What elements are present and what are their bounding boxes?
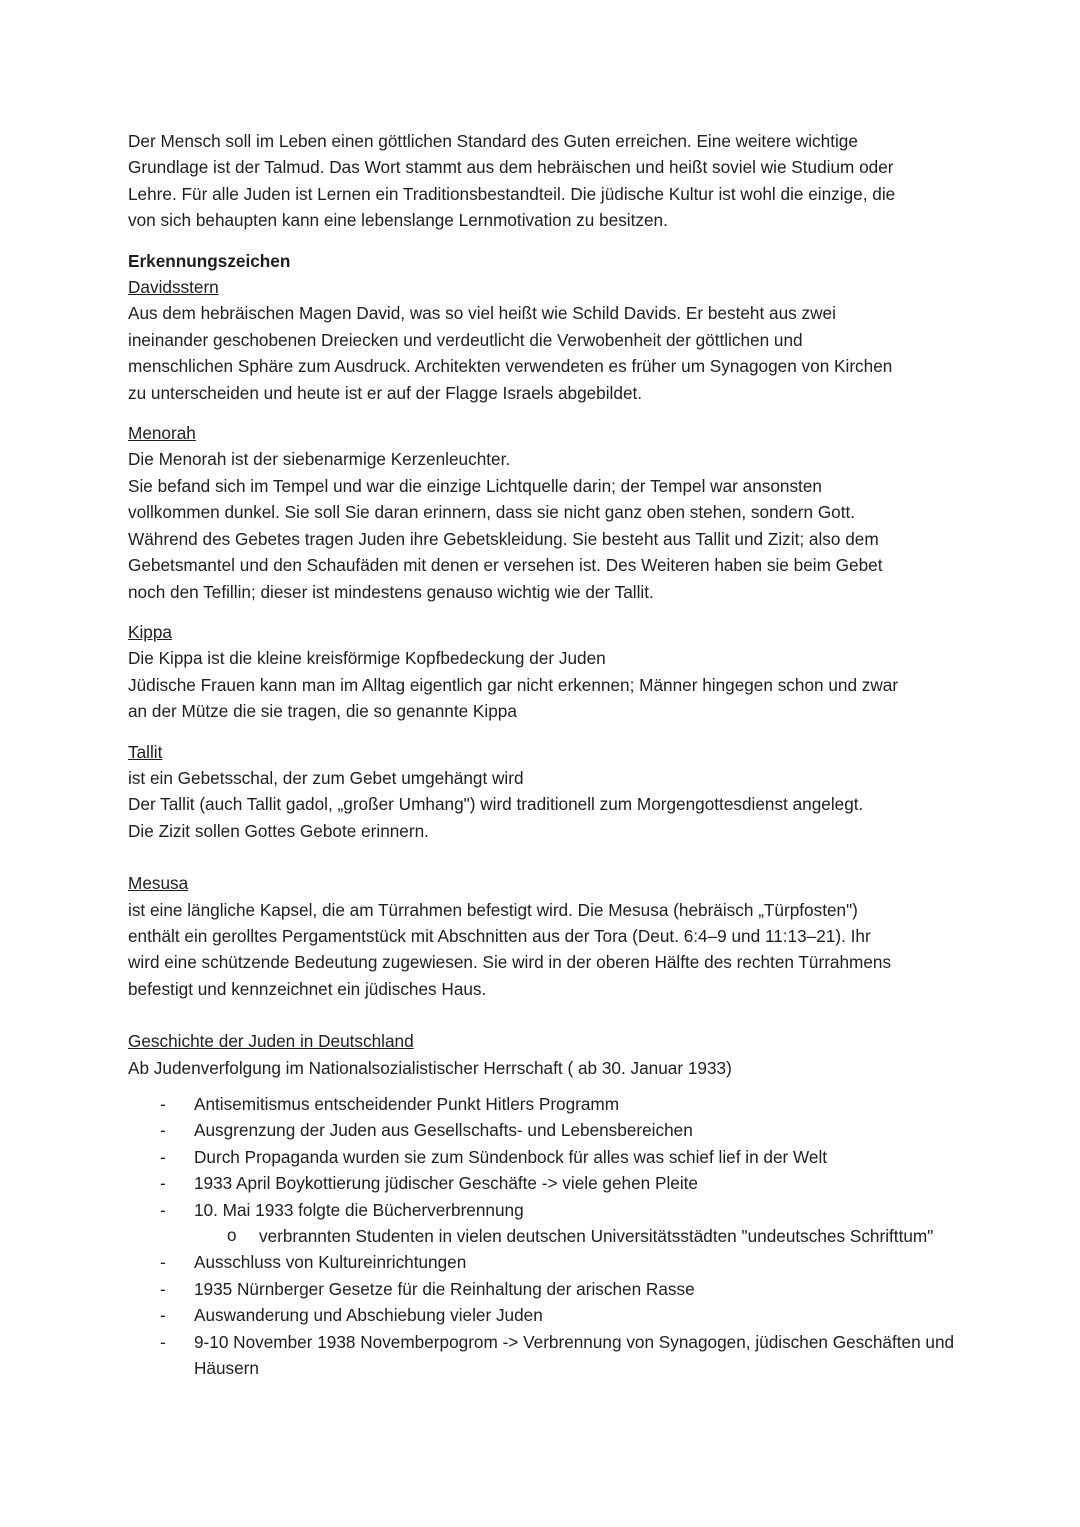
section-davidsstern [128, 274, 958, 406]
text-line: Sie befand sich im Tempel und war die einzige Lichtquelle darin; der Tempel war ansonsten [128, 475, 822, 496]
text-line: Die Kippa ist die kleine kreisförmige Kopfbedeckung der Juden [128, 648, 606, 669]
subheading-kippa: Kippa [128, 621, 172, 642]
intro-paragraph [128, 128, 958, 234]
list-item: - Durch Propaganda wurden sie zum Sündenbock für alles was schief lief in der Welt [128, 1144, 958, 1170]
subheading-geschichte: Geschichte der Juden in Deutschland [128, 1031, 414, 1052]
list-item: - Auswanderung und Abschiebung vieler Juden [128, 1302, 958, 1328]
sub-list-item: o verbrannten Studenten in vielen deutschen Universitätsstädten "undeutsches Schrifttum" [194, 1223, 958, 1249]
section-mesusa [128, 870, 958, 1002]
text-line: Der Mensch soll im Leben einen göttlichen Standard des Guten erreichen. Eine weitere wichtige [128, 131, 858, 151]
text-line: vollkommen dunkel. Sie soll Sie daran erinnern, dass sie nicht ganz oben stehen, sondern Gott. [128, 502, 856, 523]
text-line: Grundlage ist der Talmud. Das Wort stammt aus dem hebräischen und heißt soviel wie Studium oder [128, 157, 894, 178]
list-item: - 1935 Nürnberger Gesetze für die Reinhaltung der arischen Rasse [128, 1276, 958, 1302]
text-line: Lehre. Für alle Juden ist Lernen ein Traditionsbestandteil. Die jüdische Kultur ist wohl die einzige, die [128, 183, 896, 204]
text-line: ineinander geschobenen Dreiecken und verdeutlicht die Verwobenheit der göttlichen und [128, 329, 803, 350]
list-item: - Antisemitismus entscheidender Punkt Hitlers Programm [128, 1091, 958, 1117]
text-line: Der Tallit (auch Tallit gadol, „großer Umhang") wird traditionell zum Morgengottesdienst angelegt. [128, 794, 864, 815]
section-tallit [128, 739, 958, 845]
subheading-mesusa: Mesusa [128, 873, 189, 894]
section-subtitle: Ab Judenverfolgung im Nationalsozialistischer Herrschaft ( ab 30. Januar 1933) [128, 1057, 732, 1078]
list-item: - Ausgrenzung der Juden aus Gesellschafts- und Lebensbereichen [128, 1117, 958, 1143]
bullet-list [128, 1091, 958, 1381]
section-geschichte [128, 1028, 958, 1381]
text-line: wird eine schützende Bedeutung zugewiesen. Sie wird in der oberen Hälfte des rechten Türrahmens [128, 952, 892, 973]
document-page [128, 128, 958, 1381]
list-item [128, 1197, 958, 1250]
sub-bullet-list [194, 1223, 958, 1249]
text-line: Gebetsmantel und den Schaufäden mit denen er versehen ist. Des Weiteren haben sie beim Gebet [128, 555, 883, 576]
list-item: - 1933 April Boykottierung jüdischer Geschäfte -> viele gehen Pleite [128, 1170, 958, 1196]
text-line: menschlichen Sphäre zum Ausdruck. Architekten verwendeten es früher um Synagogen von Kirchen [128, 356, 893, 377]
text-line: ist ein Gebetsschal, der zum Gebet umgehängt wird [128, 767, 524, 788]
text-line: zu unterscheiden und heute ist er auf der Flagge Israels abgebildet. [128, 382, 643, 403]
text-line: Aus dem hebräischen Magen David, was so viel heißt wie Schild Davids. Er besteht aus zwei [128, 303, 836, 324]
text-line: enthält ein gerolltes Pergamentstück mit Abschnitten aus der Tora (Deut. 6:4–9 und 11:13–21). Ihr [128, 925, 871, 946]
text-line: noch den Tefillin; dieser ist mindestens genauso wichtig wie der Tallit. [128, 581, 654, 602]
text-line: Die Menorah ist der siebenarmige Kerzenleuchter. [128, 449, 511, 470]
subheading-davidsstern: Davidsstern [128, 277, 219, 298]
section-menorah [128, 420, 958, 605]
text-line: an der Mütze die sie tragen, die so genannte Kippa [128, 701, 517, 722]
text-line: Während des Gebetes tragen Juden ihre Gebetskleidung. Sie besteht aus Tallit und Zizit; also dem [128, 528, 879, 549]
text-line: ist eine längliche Kapsel, die am Türrahmen befestigt wird. Die Mesusa (hebräisch „Türpfosten") [128, 899, 858, 920]
list-item: - 9-10 November 1938 Novemberpogrom -> Verbrennung von Synagogen, jüdischen Geschäften und Häusern [128, 1329, 958, 1382]
subheading-tallit: Tallit [128, 741, 163, 762]
text-line: befestigt und kennzeichnet ein jüdisches Haus. [128, 978, 487, 999]
list-item-text: 10. Mai 1933 folgte die Bücherverbrennung [194, 1199, 524, 1220]
text-line: Jüdische Frauen kann man im Alltag eigentlich gar nicht erkennen; Männer hingegen schon und zwar [128, 674, 899, 695]
subheading-menorah: Menorah [128, 423, 196, 444]
section-heading-erkennungszeichen: Erkennungszeichen [128, 250, 291, 271]
list-item: - Ausschluss von Kultureinrichtungen [128, 1249, 958, 1275]
text-line: Die Zizit sollen Gottes Gebote erinnern. [128, 820, 429, 841]
section-kippa [128, 619, 958, 725]
text-line: von sich behaupten kann eine lebenslange Lernmotivation zu besitzen. [128, 210, 668, 231]
